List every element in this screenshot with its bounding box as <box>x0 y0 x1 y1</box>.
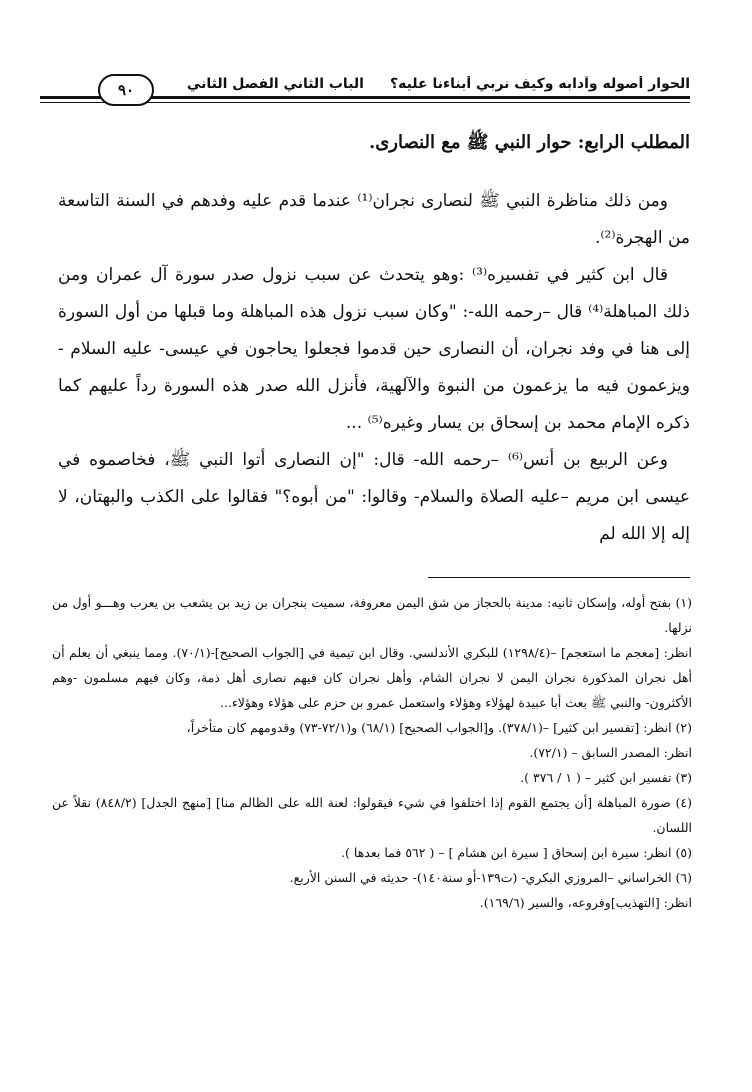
footnote: انظر: المصدر السابق – (٧٢/١). <box>529 745 692 760</box>
paragraph: وعن الربيع بن أنس⁽⁶⁾ –رحمه الله- قال: "إن النصارى أتوا النبي ﷺ، فخاصموه في عيسى ابن مريم –عليه الصلاة والسلام- وقالوا: "من أبوه؟" فقالوا على الكذب والبهتان، لا إله إلا الله لم <box>58 450 690 544</box>
footnotes <box>52 590 692 915</box>
paragraph: ومن ذلك مناظرة النبي ﷺ لنصارى نجران⁽¹⁾ عندما قدم عليه وفدهم في السنة التاسعة من الهجرة⁽²⁾. <box>58 191 690 248</box>
footnote: (١) بفتح أوله، وإسكان ثانيه: مدينة بالحجاز من شق اليمن معروفة، سميت بنجران بن زيد بن يشعب بن يعرب وهـــو أول من نزلها. <box>52 595 692 635</box>
footnote: (٥) انظر: سيرة ابن إسحاق [ سيرة ابن هشام ] – ( ٥٦٢ فما بعدها ). <box>341 845 692 860</box>
footnote: انظر: [معجم ما استعجم] –(١٢٩٨/٤) للبكري الأندلسي. وقال ابن تيمية في [الجواب الصحيح]-(٧٠/١). ومما ينبغي أن يعلم أن أهل نجران المذكورة نجران اليمن لا نجران الشام، وأهل نجران كان فيهم نصارى أهل ذمة، وكان فيهم مسلمون -وهم الأكثرون- والنبي ﷺ بعث أبا عبيدة لهؤلاء وهؤلاء واستعمل عمرو بن حزم على هؤلاء وهؤلاء... <box>52 645 692 710</box>
footnote: انظر: [التهذيب]وفروعه، والسير (١٦٩/٦). <box>479 895 692 910</box>
section-heading: المطلب الرابع: حوار النبي ﷺ مع النصارى. <box>368 132 690 153</box>
footnote: (٦) الخراساني –المروزي البكري- (ت١٣٩-أو سنة١٤٠)- حديثه في السنن الأربع. <box>289 870 692 885</box>
main-text <box>58 124 690 553</box>
footnote: (٢) انظر: [تفسير ابن كثير] –(٣٧٨/١). و[الجواب الصحيح] (٦٨/١) و(٧٢/١-٧٣) وقدومهم كان متأخراً، <box>186 720 692 735</box>
footnote-separator <box>428 577 690 578</box>
chapter-title: الباب الثاني الفصل الثاني <box>186 76 364 92</box>
footnote: (٣) تفسير ابن كثير – ( ١ / ٣٧٦ ). <box>520 770 692 785</box>
running-header <box>90 76 690 92</box>
page-number-badge: ٩٠ <box>98 74 154 106</box>
book-title: الحوار أصوله وآدابه وكيف نربي أبناءنا عليه؟ <box>389 76 690 92</box>
footnote: (٤) صورة المباهلة [أن يجتمع القوم إذا اختلفوا في شيء فيقولوا: لعنة الله على الظالم منا] [منهج الجدل] (٨٤٨/٢) نقلاً عن اللسان. <box>52 795 692 835</box>
page-header <box>40 72 690 112</box>
paragraph: قال ابن كثير في تفسيره⁽³⁾ :وهو يتحدث عن سبب نزول صدر سورة آل عمران ومن ذلك المباهلة⁽⁴⁾ قال –رحمه الله-: "وكان سبب نزول هذه المباهلة وما قبلها من أول السورة إلى هنا في وفد نجران، أن النصارى حين قدموا فجعلوا يحاجون في عيسى- عليه السلام - ويزعمون فيه ما يزعمون من النبوة والآلهية، فأنزل الله صدر هذه السورة رداً عليهم كما ذكره الإمام محمد بن إسحاق بن يسار وغيره⁽⁵⁾ ... <box>58 265 691 433</box>
